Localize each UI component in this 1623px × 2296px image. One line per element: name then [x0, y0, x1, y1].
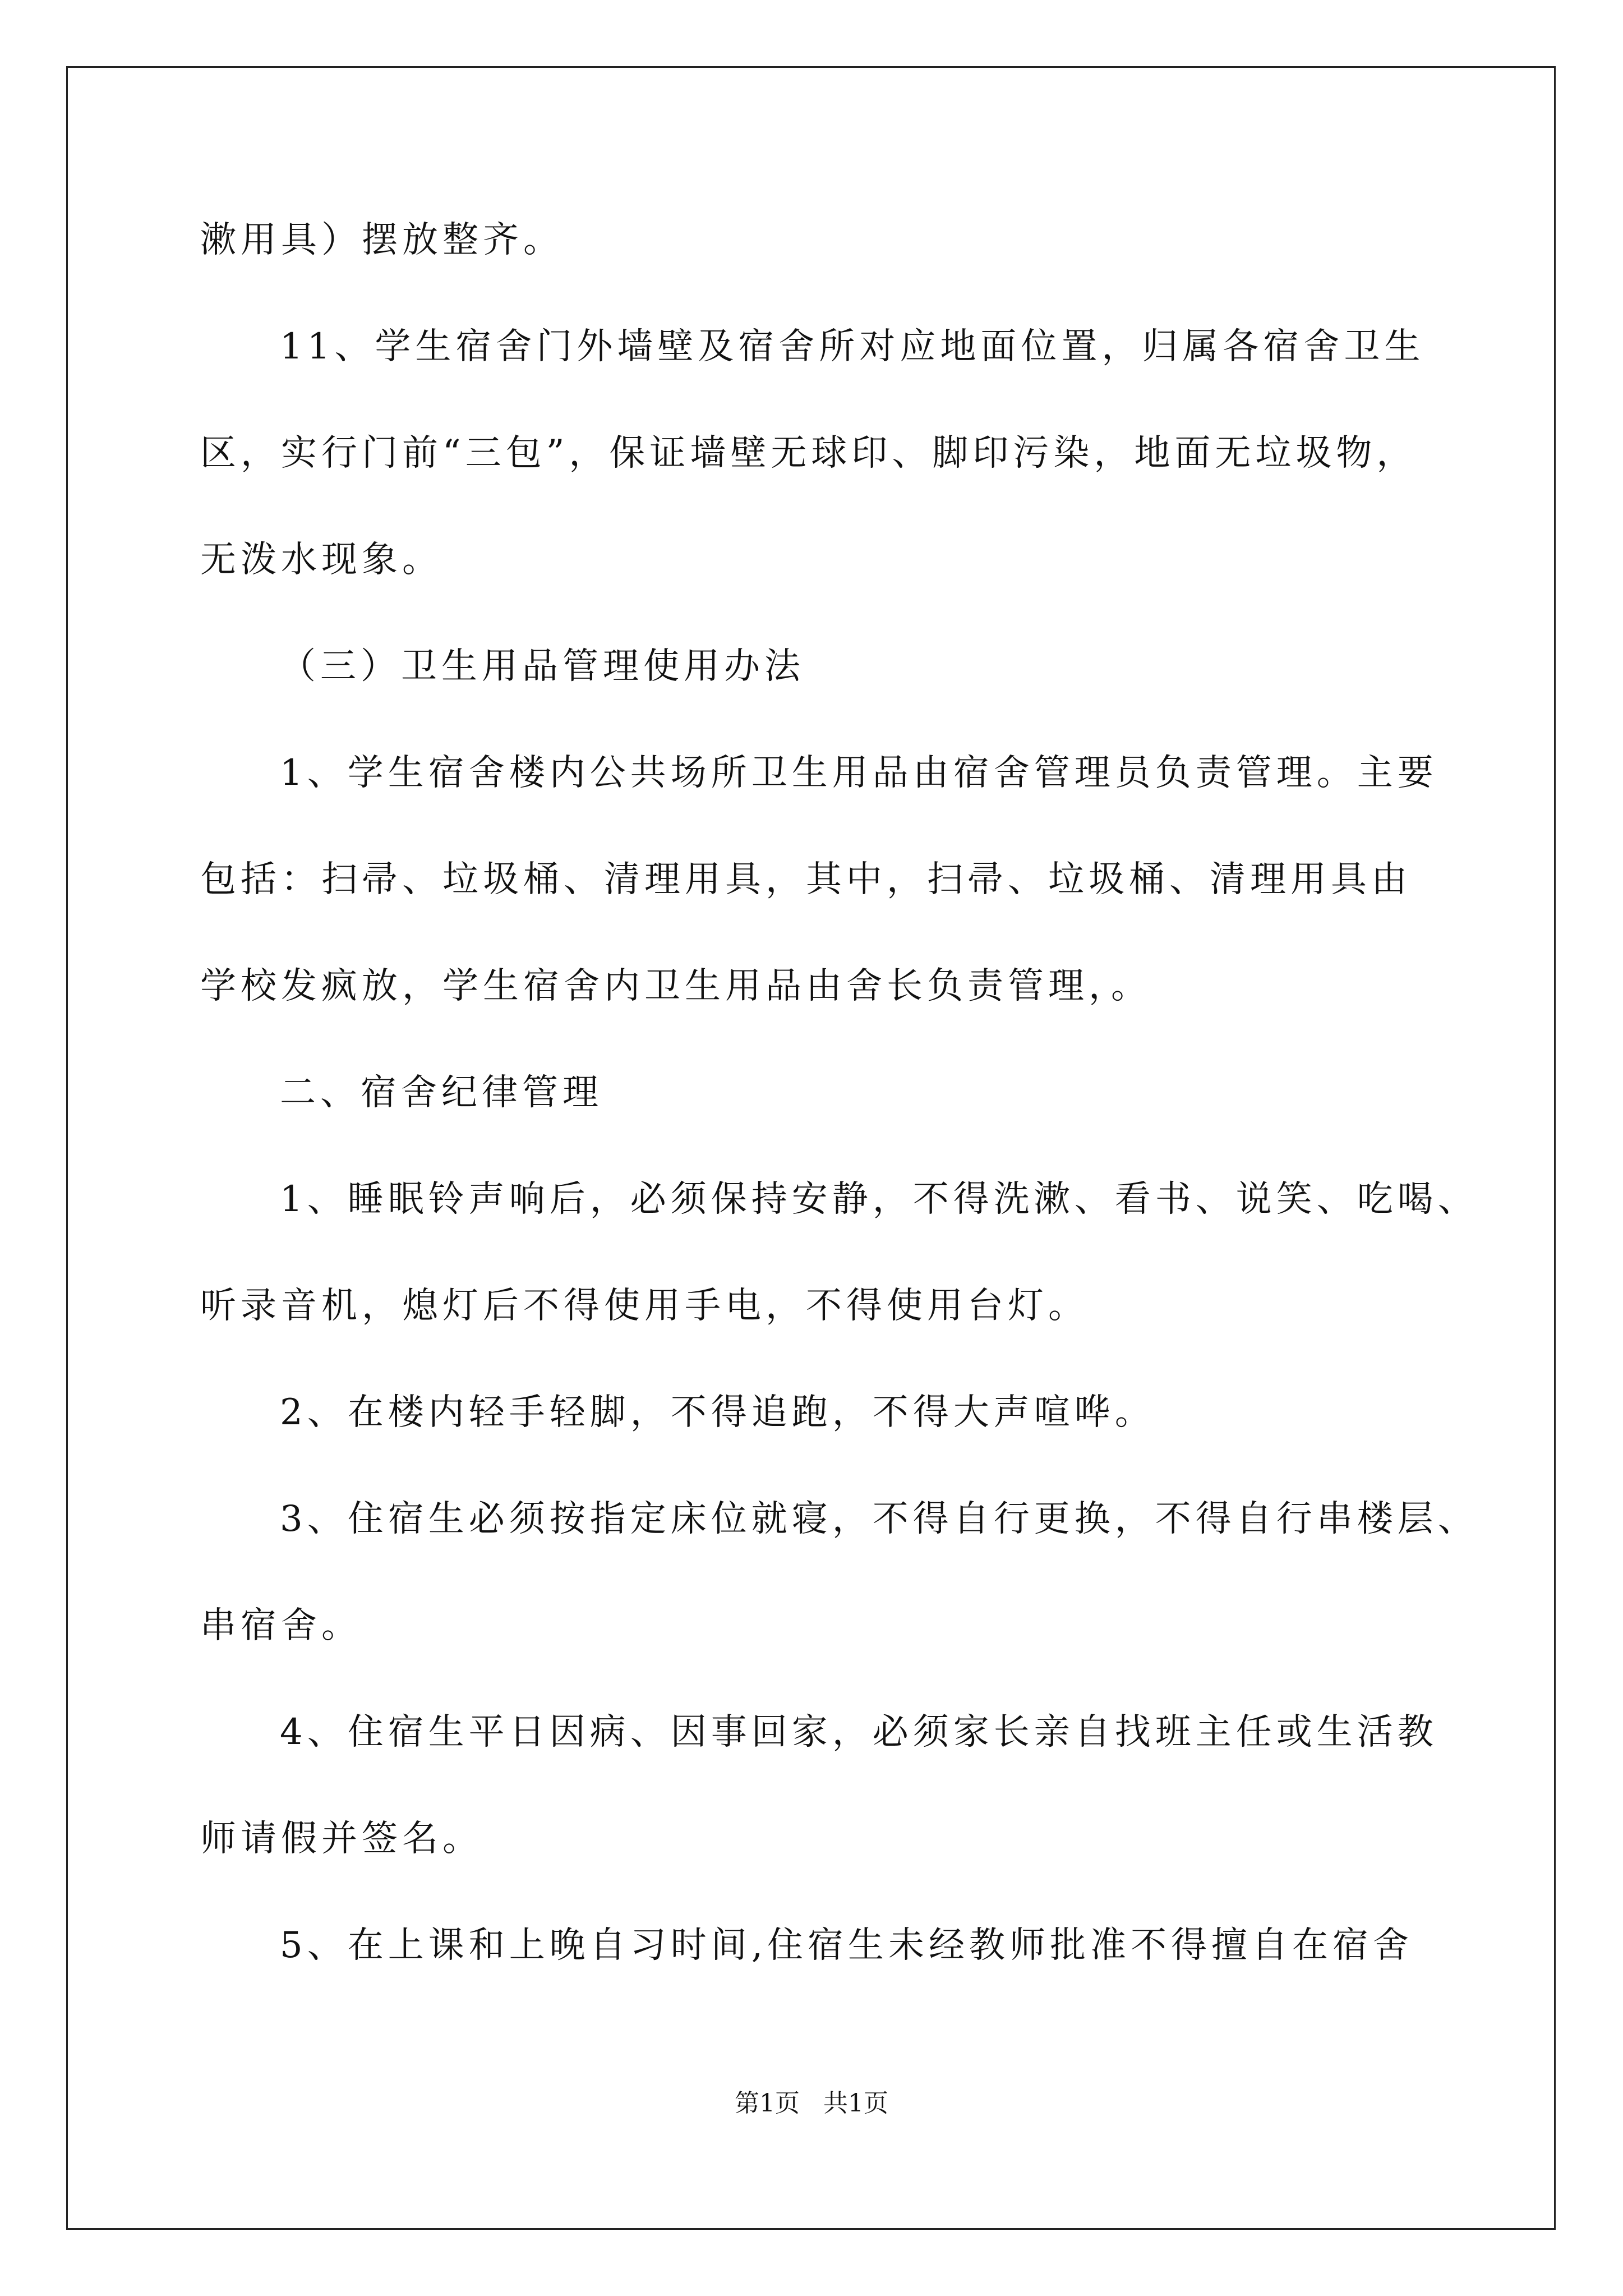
text-line: 5、在上课和上晚自习时间,住宿生未经教师批准不得擅自在宿舍: [280, 1925, 1414, 1966]
text-line: （三）卫生用品管理使用办法: [280, 646, 805, 687]
text-line: 串宿舍。: [200, 1605, 362, 1646]
page-footer: 第1页 共1页: [735, 2089, 888, 2118]
text-line: 漱用具）摆放整齐。: [200, 219, 564, 261]
text-line: 2、在楼内轻手轻脚，不得追跑，不得大声喧哗。: [280, 1392, 1155, 1433]
text-line: 包括：扫帚、垃圾桶、清理用具，其中，扫帚、垃圾桶、清理用具由: [200, 859, 1412, 900]
text-line: 无泼水现象。: [200, 539, 442, 581]
page-frame: [66, 66, 1556, 2230]
section-heading: 二、宿舍纪律管理: [280, 1072, 603, 1114]
text-line: 3、住宿生必须按指定床位就寝，不得自行更换，不得自行串楼层、: [280, 1498, 1478, 1540]
text-line: 学校发疯放，学生宿舍内卫生用品由舍长负责管理，。: [200, 965, 1151, 1007]
text-line: 1、学生宿舍楼内公共场所卫生用品由宿舍管理员负责管理。主要: [280, 752, 1438, 794]
text-line: 1、睡眠铃声响后，必须保持安静，不得洗漱、看书、说笑、吃喝、: [280, 1179, 1478, 1220]
text-line: 4、住宿生平日因病、因事回家，必须家长亲自找班主任或生活教: [280, 1711, 1438, 1753]
text-line: 11、学生宿舍门外墙壁及宿舍所对应地面位置，归属各宿舍卫生: [280, 326, 1425, 367]
text-line: 区，实行门前“三包”，保证墙壁无球印、脚印污染，地面无垃圾物，: [200, 432, 1417, 474]
text-line: 听录音机，熄灯后不得使用手电，不得使用台灯。: [200, 1285, 1089, 1327]
text-line: 师请假并签名。: [200, 1818, 483, 1860]
